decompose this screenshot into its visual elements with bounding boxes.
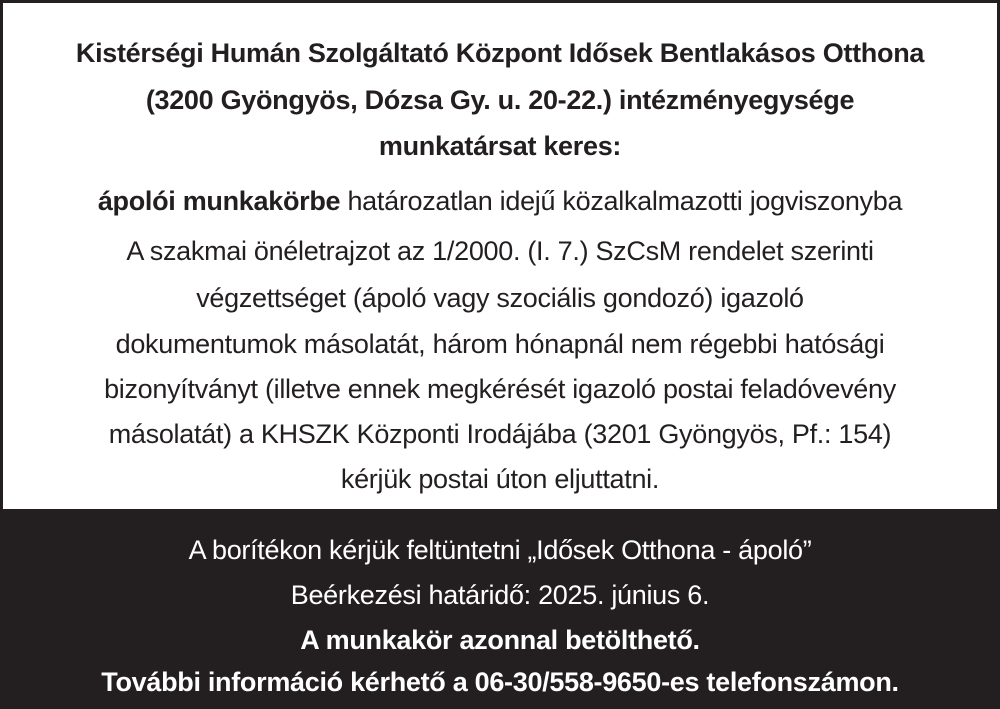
body-line-3: dokumentumok másolatát, három hónapnál nem régebbi hatósági xyxy=(115,329,885,359)
ad-footer-section xyxy=(3,509,997,706)
ad-main-section xyxy=(3,3,997,509)
position-detail: határozatlan idejű közalkalmazotti jogviszonyba xyxy=(340,186,903,216)
body-line-1: A szakmai önéletrajzot az 1/2000. (I. 7.) SzCsM rendelet szerinti xyxy=(126,236,874,266)
position-line xyxy=(3,186,997,217)
body-line-6: kérjük postai úton eljuttatni. xyxy=(340,464,660,494)
heading-line-1: Kistérségi Humán Szolgáltató Központ Idősek Bentlakásos Otthona xyxy=(75,38,925,68)
application-deadline: Beérkezési határidő: 2025. június 6. xyxy=(290,580,710,610)
envelope-note: A borítékon kérjük feltüntetni „Idősek Otthona - ápoló” xyxy=(188,535,812,565)
body-line-2: végzettséget (ápoló vagy szociális gondozó) igazoló xyxy=(196,283,804,313)
contact-info: További információ kérhető a 06-30/558-9650-es telefonszámon. xyxy=(101,667,899,697)
body-line-4: bizonyítványt (illetve ennek megkérését igazoló postai feladóvevény xyxy=(104,374,896,404)
availability-note: A munkakör azonnal betölthető. xyxy=(300,625,700,655)
position-title: ápolói munkakörbe xyxy=(97,186,341,216)
body-line-5: másolatát) a KHSZK Központi Irodájába (3201 Gyöngyös, Pf.: 154) xyxy=(108,419,892,449)
heading-line-2: (3200 Gyöngyös, Dózsa Gy. u. 20-22.) intézményegysége xyxy=(145,85,855,115)
heading-line-3: munkatársat keres: xyxy=(378,131,622,161)
